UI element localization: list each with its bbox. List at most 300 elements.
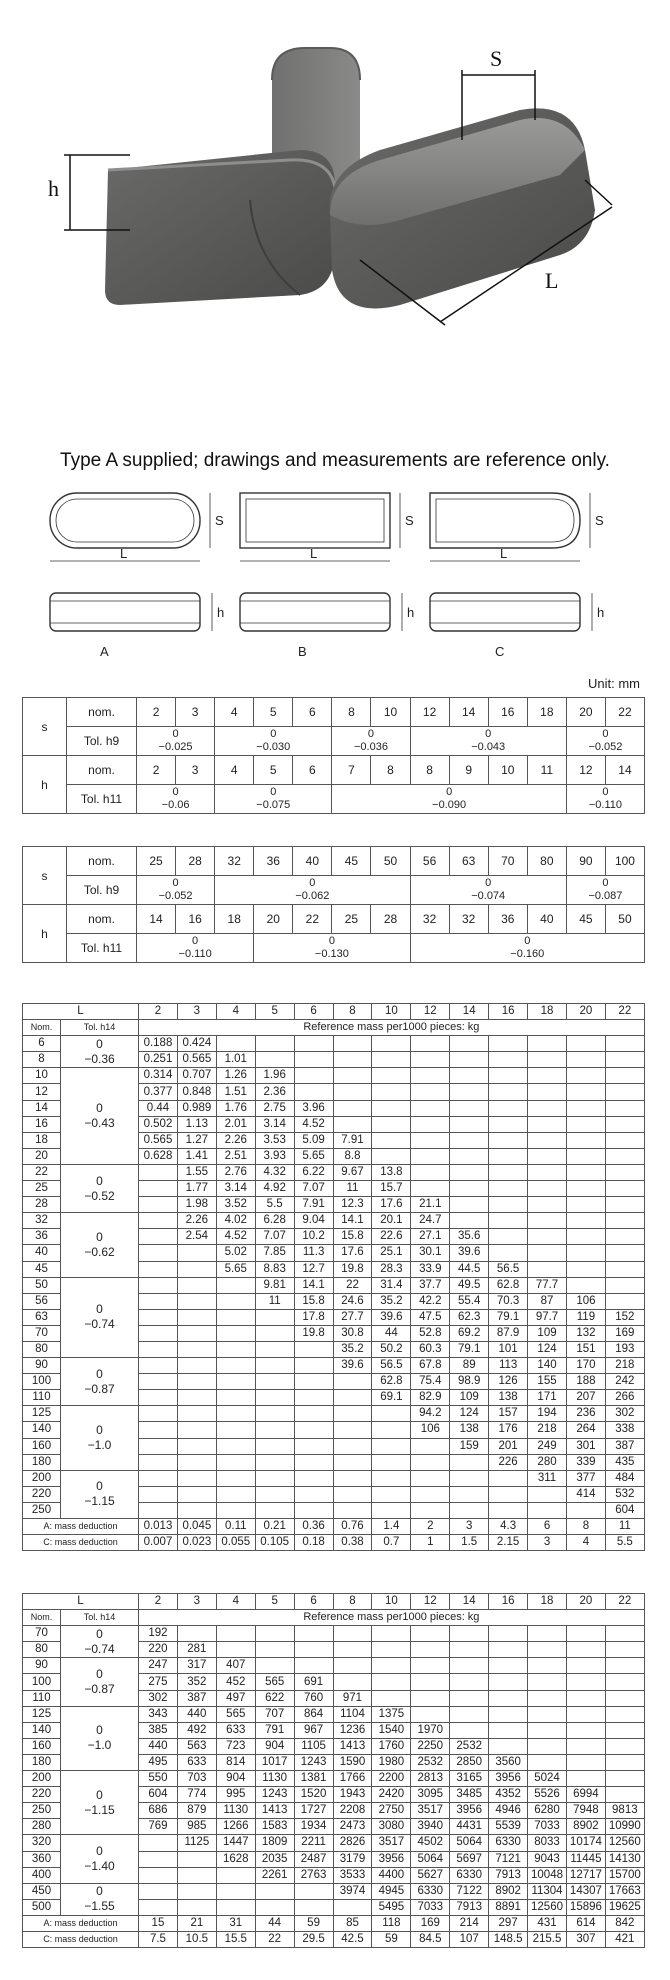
mass-cell: [216, 1899, 255, 1915]
mass-cell: [489, 1738, 528, 1754]
mass-cell: [333, 1084, 372, 1100]
mass-cell: 236: [566, 1406, 605, 1422]
deduction-cell: 1.5: [450, 1535, 489, 1551]
mass-cell: [450, 1164, 489, 1180]
mass-cell: [139, 1197, 178, 1213]
tol-group: [410, 876, 566, 905]
mass-cell: 4502: [411, 1835, 450, 1851]
tol-label: Tol. h9: [67, 727, 137, 756]
nom-cell: 80: [23, 1341, 61, 1357]
tol-upper: 0: [172, 877, 179, 889]
deduction-cell: 307: [566, 1931, 605, 1947]
h-tol-row: [23, 785, 645, 814]
mass-cell: [605, 1181, 644, 1197]
mass-cell: [605, 1261, 644, 1277]
mass-cell: [333, 1470, 372, 1486]
mass-cell: [177, 1454, 216, 1470]
mass-cell: 12560: [528, 1899, 567, 1915]
nom-label: nom.: [67, 847, 137, 876]
mass-cell: [489, 1132, 528, 1148]
mass-cell: [489, 1245, 528, 1261]
mass-cell: 6.28: [255, 1213, 294, 1229]
mass-cell: [139, 1422, 178, 1438]
mass-cell: 760: [294, 1690, 333, 1706]
mass-cell: [605, 1197, 644, 1213]
mass-cell: [372, 1068, 411, 1084]
nom-cell: 25: [137, 847, 176, 876]
nom-cell: 20: [254, 905, 293, 934]
mass-cell: 2.01: [216, 1116, 255, 1132]
mass-cell: [566, 1116, 605, 1132]
mass-cell: 12.3: [333, 1197, 372, 1213]
tol-group: [254, 934, 410, 963]
table-row: [23, 1883, 645, 1899]
nom-cell: 28: [23, 1197, 61, 1213]
mass-cell: [177, 1341, 216, 1357]
mass-cell: 1.96: [255, 1068, 294, 1084]
mass-cell: 2763: [294, 1867, 333, 1883]
mass-cell: [411, 1052, 450, 1068]
mass-cell: [333, 1438, 372, 1454]
mass-cell: [294, 1390, 333, 1406]
mass-cell: 9.81: [255, 1277, 294, 1293]
mass-cell: 1.51: [216, 1084, 255, 1100]
nom-cell: 25: [332, 905, 371, 934]
mass-cell: [139, 1374, 178, 1390]
mass-cell: 98.9: [450, 1374, 489, 1390]
mass-cell: 1375: [372, 1706, 411, 1722]
nom-cell: 100: [23, 1674, 61, 1690]
mass-cell: 1266: [216, 1819, 255, 1835]
mass-cell: [450, 1502, 489, 1518]
mass-cell: [255, 1036, 294, 1052]
col-header: 22: [605, 1004, 644, 1020]
mass-cell: 138: [489, 1390, 528, 1406]
mass-cell: 8033: [528, 1835, 567, 1851]
deduction-label: A: mass deduction: [23, 1915, 139, 1931]
mass-cell: [489, 1470, 528, 1486]
nom-label: nom.: [67, 698, 137, 727]
mass-cell: [528, 1036, 567, 1052]
mass-cell: [411, 1100, 450, 1116]
mass-cell: [566, 1642, 605, 1658]
mass-cell: [566, 1626, 605, 1642]
nom-cell: 10: [23, 1068, 61, 1084]
mass-cell: [294, 1036, 333, 1052]
nom-cell: 45: [23, 1261, 61, 1277]
tol-lower: −0.110: [178, 948, 212, 960]
mass-cell: 0.314: [139, 1068, 178, 1084]
mass-cell: [139, 1309, 178, 1325]
caption: Type A supplied; drawings and measurements are reference only.: [60, 450, 610, 471]
deduction-cell: 15: [139, 1915, 178, 1931]
mass-cell: [372, 1642, 411, 1658]
mass-cell: 5024: [528, 1771, 567, 1787]
mass-cell: [372, 1486, 411, 1502]
deduction-cell: 0.045: [177, 1519, 216, 1535]
mass-cell: [450, 1658, 489, 1674]
tol-lower: −0.160: [510, 948, 545, 960]
mass-cell: 4.02: [216, 1213, 255, 1229]
mass-cell: [372, 1422, 411, 1438]
deduction-row: [23, 1931, 645, 1947]
mass-cell: 2211: [294, 1835, 333, 1851]
mass-cell: 1243: [255, 1787, 294, 1803]
type-drawings: [40, 483, 640, 663]
mass-cell: [528, 1181, 567, 1197]
mass-cell: 193: [605, 1341, 644, 1357]
mass-cell: 7121: [489, 1851, 528, 1867]
tol-lower: −0.110: [588, 799, 622, 811]
mass-cell: [566, 1261, 605, 1277]
mass-cell: 352: [177, 1674, 216, 1690]
tol-upper: 0: [602, 786, 609, 798]
mass-cell: 2.54: [177, 1229, 216, 1245]
mass-cell: 1413: [333, 1738, 372, 1754]
tol-upper: 0: [270, 786, 277, 798]
mass-cell: 113: [489, 1358, 528, 1374]
nom-cell: 63: [23, 1309, 61, 1325]
mass-cell: [139, 1835, 178, 1851]
mass-cell: 440: [177, 1706, 216, 1722]
tol-upper: 0: [96, 1667, 103, 1682]
s-label: s: [23, 847, 67, 905]
mass-cell: 138: [450, 1422, 489, 1438]
tol-group: [137, 876, 215, 905]
mass-cell: [139, 1358, 178, 1374]
mass-cell: 532: [605, 1486, 644, 1502]
tol-lower: −1.0: [87, 1738, 112, 1753]
deduction-cell: 0.18: [294, 1535, 333, 1551]
mass-cell: 82.9: [411, 1390, 450, 1406]
nom-cell: 90: [566, 847, 605, 876]
mass-cell: 62.3: [450, 1309, 489, 1325]
mass-cell: 22: [333, 1277, 372, 1293]
mass-cell: 769: [139, 1819, 178, 1835]
mass-cell: 25.1: [372, 1245, 411, 1261]
nom-cell: 28: [176, 847, 215, 876]
mass-cell: [333, 1642, 372, 1658]
mass-cell: 247: [139, 1658, 178, 1674]
mass-cell: 343: [139, 1706, 178, 1722]
hero-l-label: L: [545, 268, 559, 293]
a-l-label: L: [120, 546, 128, 561]
mass-cell: 17663: [605, 1883, 644, 1899]
mass-cell: 37.7: [411, 1277, 450, 1293]
nom-cell: 5: [254, 698, 293, 727]
col-header: 18: [528, 1004, 567, 1020]
deduction-cell: 0.36: [294, 1519, 333, 1535]
deduction-cell: 0.7: [372, 1535, 411, 1551]
deduction-cell: 169: [411, 1915, 450, 1931]
deduction-cell: 0.21: [255, 1519, 294, 1535]
mass-cell: 1970: [411, 1722, 450, 1738]
nom-cell: 40: [527, 905, 566, 934]
table-row: [23, 1406, 645, 1422]
mass-cell: [411, 1148, 450, 1164]
mass-cell: [372, 1438, 411, 1454]
mass-cell: 31.4: [372, 1277, 411, 1293]
mass-cell: 3956: [450, 1803, 489, 1819]
nom-cell: 50: [23, 1277, 61, 1293]
mass-cell: 242: [605, 1374, 644, 1390]
mass-cell: 563: [177, 1738, 216, 1754]
nom-cell: 12: [23, 1084, 61, 1100]
tol-upper: 0: [270, 728, 277, 740]
s-nom-row: [23, 847, 645, 876]
tol-group: [410, 727, 566, 756]
mass-cell: 124: [450, 1406, 489, 1422]
mass-cell: 5.02: [216, 1245, 255, 1261]
mass-cell: [566, 1674, 605, 1690]
mass-cell: 4.52: [294, 1116, 333, 1132]
mass-cell: [566, 1502, 605, 1518]
mass-cell: 79.1: [450, 1341, 489, 1357]
mass-cell: 4945: [372, 1883, 411, 1899]
mass-cell: 302: [605, 1406, 644, 1422]
mass-cell: [528, 1690, 567, 1706]
mass-cell: [605, 1738, 644, 1754]
mass-cell: [528, 1068, 567, 1084]
h-nom-row: [23, 756, 645, 785]
mass-cell: [566, 1754, 605, 1770]
tol-group: [215, 727, 332, 756]
mass-cell: 62.8: [489, 1277, 528, 1293]
mass-cell: 194: [528, 1406, 567, 1422]
mass-cell: [528, 1754, 567, 1770]
left-key: [105, 150, 335, 305]
mass-cell: 492: [177, 1722, 216, 1738]
nom-cell: 14: [605, 756, 644, 785]
nom-cell: 450: [23, 1883, 61, 1899]
mass-cell: [605, 1116, 644, 1132]
mass-cell: [411, 1486, 450, 1502]
mass-cell: 11: [255, 1293, 294, 1309]
tol-lower: −0.74: [84, 1641, 115, 1656]
mass-cell: [528, 1229, 567, 1245]
deduction-cell: 59: [372, 1931, 411, 1947]
mass-cell: [450, 1674, 489, 1690]
nom-cell: 18: [23, 1132, 61, 1148]
tol-upper: 0: [485, 728, 492, 740]
mass-cell: [528, 1502, 567, 1518]
mass-cell: 169: [605, 1325, 644, 1341]
mass-cell: 3.52: [216, 1197, 255, 1213]
mass-cell: [411, 1642, 450, 1658]
mass-cell: [411, 1036, 450, 1052]
mass-cell: 904: [216, 1771, 255, 1787]
mass-cell: 3080: [372, 1819, 411, 1835]
nom-cell: 16: [488, 698, 527, 727]
col-header: 10: [372, 1004, 411, 1020]
mass-cell: [528, 1486, 567, 1502]
tol-group: [332, 785, 566, 814]
mass-cell: [605, 1690, 644, 1706]
mass-cell: [605, 1052, 644, 1068]
mass-cell: 2035: [255, 1851, 294, 1867]
mass-cell: 218: [528, 1422, 567, 1438]
tol-lower: −0.025: [158, 741, 193, 753]
tol-group: [215, 876, 410, 905]
mass-cell: [605, 1706, 644, 1722]
mass-cell: [489, 1229, 528, 1245]
tolerance-table-2: [22, 846, 645, 963]
mass-cell: 622: [255, 1690, 294, 1706]
nom-cell: 6: [293, 756, 332, 785]
mass-cell: 60.3: [411, 1341, 450, 1357]
mass-cell: [216, 1626, 255, 1642]
mass-cell: [411, 1658, 450, 1674]
tol-lower: −0.087: [588, 890, 623, 902]
nom-cell: 36: [488, 905, 527, 934]
tol-upper: 0: [96, 1723, 103, 1738]
mass-cell: [605, 1754, 644, 1770]
mass-cell: 6330: [489, 1835, 528, 1851]
a-h-label: h: [217, 605, 225, 620]
nom-cell: 20: [23, 1148, 61, 1164]
mass-cell: [255, 1658, 294, 1674]
mass-cell: 2532: [450, 1738, 489, 1754]
tol-upper: 0: [328, 935, 335, 947]
nom-cell: 100: [605, 847, 644, 876]
mass-cell: 15896: [566, 1899, 605, 1915]
mass-cell: 39.6: [372, 1309, 411, 1325]
mass-cell: 1.76: [216, 1100, 255, 1116]
nom-cell: 4: [215, 698, 254, 727]
mass-cell: 17.8: [294, 1309, 333, 1325]
mass-cell: 9813: [605, 1803, 644, 1819]
mass-cell: 151: [566, 1341, 605, 1357]
col-header: 4: [216, 1594, 255, 1610]
mass-cell: [255, 1325, 294, 1341]
mass-cell: [605, 1036, 644, 1052]
mass-cell: [605, 1213, 644, 1229]
tol-upper: 0: [96, 1626, 103, 1641]
mass-cell: [333, 1068, 372, 1084]
mass-cell: [566, 1690, 605, 1706]
table-row: [23, 1277, 645, 1293]
mass-cell: [216, 1867, 255, 1883]
mass-cell: [255, 1883, 294, 1899]
mass-cell: 10990: [605, 1819, 644, 1835]
deduction-label: C: mass deduction: [23, 1535, 139, 1551]
mass-cell: [177, 1438, 216, 1454]
nom-cell: 70: [488, 847, 527, 876]
nom-cell: 280: [23, 1819, 61, 1835]
mass-cell: 15.8: [294, 1293, 333, 1309]
mass-cell: [139, 1899, 178, 1915]
tol-upper: 0: [96, 1844, 103, 1859]
mass-cell: [411, 1690, 450, 1706]
mass-cell: 452: [216, 1674, 255, 1690]
hero-s-label: S: [490, 46, 503, 71]
mass-cell: [450, 1148, 489, 1164]
mass-cell: 2826: [333, 1835, 372, 1851]
mass-cell: 12717: [566, 1867, 605, 1883]
mass-cell: [372, 1454, 411, 1470]
mass-cell: [450, 1197, 489, 1213]
nom-cell: 500: [23, 1899, 61, 1915]
mass-cell: 985: [177, 1819, 216, 1835]
col-header: 20: [566, 1594, 605, 1610]
mass-cell: [411, 1626, 450, 1642]
mass-cell: [216, 1309, 255, 1325]
nom-cell: 4: [215, 756, 254, 785]
nom-cell: 36: [23, 1229, 61, 1245]
mass-cell: [216, 1883, 255, 1899]
tol-lower: −0.43: [84, 1116, 115, 1131]
nom-cell: 36: [254, 847, 293, 876]
mass-cell: [489, 1100, 528, 1116]
b-label: B: [298, 644, 307, 659]
tol-lower: −0.074: [471, 890, 506, 902]
mass-cell: 22.6: [372, 1229, 411, 1245]
mass-cell: 14130: [605, 1851, 644, 1867]
mass-cell: 6.22: [294, 1164, 333, 1180]
mass-cell: [489, 1706, 528, 1722]
mass-cell: [139, 1486, 178, 1502]
mass-cell: 3940: [411, 1819, 450, 1835]
tolerance-table-1: [22, 697, 645, 814]
mass-cell: 7.07: [294, 1181, 333, 1197]
tol-group: [137, 727, 215, 756]
mass-cell: 3.53: [255, 1132, 294, 1148]
mass-cell: 75.4: [411, 1374, 450, 1390]
tol-group: [61, 1213, 139, 1277]
mass-cell: [411, 1502, 450, 1518]
mass-cell: [216, 1486, 255, 1502]
nom-header: Nom.: [23, 1610, 61, 1626]
nom-cell: 14: [449, 698, 488, 727]
nom-cell: 32: [215, 847, 254, 876]
tol-upper: 0: [602, 728, 609, 740]
mass-cell: 774: [177, 1787, 216, 1803]
nom-cell: 140: [23, 1722, 61, 1738]
nom-cell: 40: [293, 847, 332, 876]
tol-upper: 0: [96, 1101, 103, 1116]
mass-cell: 1766: [333, 1771, 372, 1787]
mass-cell: [605, 1626, 644, 1642]
mass-cell: 1.98: [177, 1197, 216, 1213]
nom-cell: 50: [371, 847, 410, 876]
mass-cell: [566, 1132, 605, 1148]
deduction-cell: 0.007: [139, 1535, 178, 1551]
mass-cell: 339: [566, 1454, 605, 1470]
mass-cell: [139, 1164, 178, 1180]
mass-cell: [177, 1406, 216, 1422]
mass-cell: [255, 1642, 294, 1658]
tol-lower: −0.62: [84, 1244, 115, 1259]
tol-group: [61, 1406, 139, 1470]
mass-cell: 550: [139, 1771, 178, 1787]
mass-cell: [216, 1502, 255, 1518]
deduction-cell: 3: [450, 1519, 489, 1535]
deduction-cell: 0.105: [255, 1535, 294, 1551]
mass-cell: 19.8: [333, 1261, 372, 1277]
tol-upper: 0: [96, 1229, 103, 1244]
col-header: 8: [333, 1004, 372, 1020]
nom-cell: 250: [23, 1803, 61, 1819]
mass-cell: [177, 1899, 216, 1915]
mass-cell: 5.5: [255, 1197, 294, 1213]
mass-cell: [528, 1132, 567, 1148]
mass-cell: 70.3: [489, 1293, 528, 1309]
nom-cell: 32: [23, 1213, 61, 1229]
mass-cell: [294, 1454, 333, 1470]
mass-cell: [372, 1036, 411, 1052]
col-header: 2: [139, 1004, 178, 1020]
nom-cell: 28: [371, 905, 410, 934]
